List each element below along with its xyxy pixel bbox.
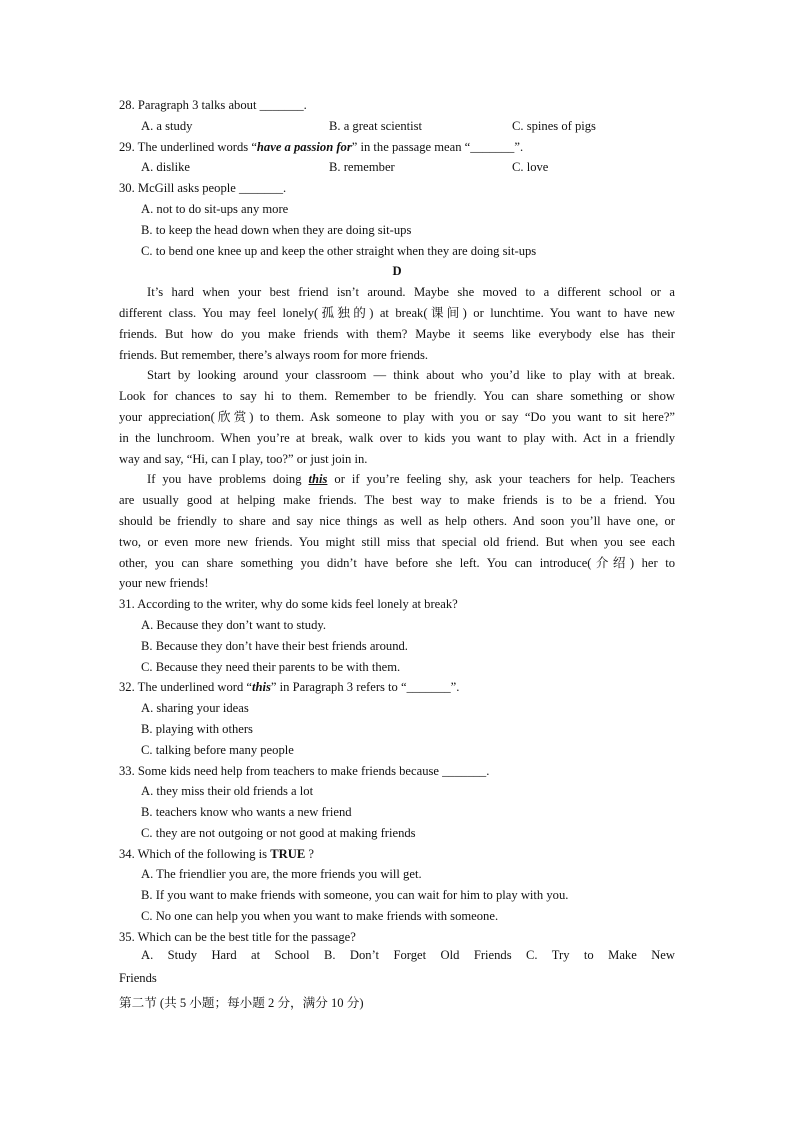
- p3-line: If you have problems doing this or if you’re feeling shy, ask your teachers for help. Teachers: [147, 472, 675, 487]
- p2-line: your appreciation(欣赏) to them. Ask someone to play with you or say “Do you want to sit here?”: [119, 409, 675, 424]
- q28-option-a: A. a study: [141, 118, 193, 133]
- q34-option-c: C. No one can help you when you want to make friends with someone.: [141, 909, 499, 924]
- q30-option-b: B. to keep the head down when they are doing sit-ups: [141, 222, 412, 237]
- q30-stem: 30. McGill asks people _______.: [119, 181, 287, 196]
- q33-stem: 33. Some kids need help from teachers to make friends because _______.: [119, 763, 490, 778]
- q30-option-c: C. to bend one knee up and keep the other straight when they are doing sit-ups: [141, 243, 537, 258]
- q32-option-c: C. talking before many people: [141, 742, 294, 757]
- q33-option-b: B. teachers know who wants a new friend: [141, 805, 352, 820]
- q33-option-a: A. they miss their old friends a lot: [141, 784, 314, 799]
- p2-line: in the lunchroom. When you’re at break, walk over to kids you want to play with. Act in a friendly: [119, 430, 675, 445]
- p1-line: It’s hard when your best friend isn’t around. Maybe she moved to a different school or a: [147, 285, 675, 300]
- q31-option-a: A. Because they don’t want to study.: [141, 617, 327, 632]
- exam-page: [119, 95, 675, 1014]
- p3-line: should be friendly to share and say nice things as well as help others. And soon you’ll have one, or: [119, 513, 675, 528]
- q34-option-b: B. If you want to make friends with someone, you can wait for him to play with you.: [141, 888, 569, 903]
- p2-line: Start by looking around your classroom — think about who you’d like to play with at break.: [147, 368, 675, 383]
- p1-line: different class. You may feel lonely(孤独的) at break(课间) or lunchtime. You want to have new: [119, 305, 675, 320]
- q34-true-word: TRUE: [270, 846, 306, 861]
- passage-paragraph-1: [119, 282, 675, 365]
- p2-line: Look for chances to say hi to them. Remember to be friendly. You can share something or show: [119, 389, 675, 404]
- passage-paragraph-3: [119, 469, 675, 594]
- section-d-heading: D: [392, 264, 402, 279]
- q35-stem: 35. Which can be the best title for the passage?: [119, 929, 356, 944]
- p3-line: your new friends!: [119, 576, 209, 591]
- q28-option-c: C. spines of pigs: [512, 118, 596, 133]
- q29-option-b: B. remember: [329, 160, 395, 175]
- p3-line: are usually good at helping make friends. The best way to make friends is to be a friend. You: [119, 493, 675, 508]
- q28-option-b: B. a great scientist: [329, 118, 423, 133]
- q29-stem: 29. The underlined words “have a passion for” in the passage mean “_______”.: [119, 139, 524, 154]
- q35-options: A. Study Hard at School B. Don’t Forget Old Friends C. Try to Make New: [141, 947, 675, 962]
- q32-stem: 32. The underlined word “this” in Paragraph 3 refers to “_______”.: [119, 680, 460, 695]
- p3-line: two, or even more new friends. You might still miss that special old friend. But when you see each: [119, 534, 675, 549]
- q29-underlined-words: have a passion for: [256, 139, 352, 154]
- q35-options-wrap: Friends: [119, 971, 157, 986]
- p1-line: friends. But remember, there’s always room for more friends.: [119, 347, 428, 362]
- q32-option-b: B. playing with others: [141, 721, 253, 736]
- q34-option-a: A. The friendlier you are, the more friends you will get.: [141, 867, 422, 882]
- q32-option-a: A. sharing your ideas: [141, 701, 249, 716]
- q29-option-a: A. dislike: [141, 160, 190, 175]
- q31-option-b: B. Because they don’t have their best friends around.: [141, 638, 408, 653]
- q32-underlined-word: this: [252, 680, 271, 695]
- passage-paragraph-2: [119, 365, 675, 469]
- q31-stem: 31. According to the writer, why do some kids feel lonely at break?: [119, 597, 458, 612]
- p1-line: friends. But how do you make friends with them? Maybe it seems like everybody else has their: [119, 326, 675, 341]
- q30-option-a: A. not to do sit-ups any more: [141, 201, 289, 216]
- p2-line: way and say, “Hi, can I play, too?” or just join in.: [119, 451, 368, 466]
- q33-option-c: C. they are not outgoing or not good at making friends: [141, 825, 416, 840]
- section-2-heading: 第二节 (共 5 小题；每小题 2 分，满分 10 分): [119, 996, 364, 1011]
- underlined-this: this: [308, 472, 328, 487]
- q28-options: [119, 116, 675, 137]
- q34-stem: 34. Which of the following is TRUE ?: [119, 846, 314, 861]
- q29-option-c: C. love: [512, 160, 549, 175]
- q28-stem: 28. Paragraph 3 talks about _______.: [119, 98, 307, 112]
- q31-option-c: C. Because they need their parents to be with them.: [141, 659, 401, 674]
- q29-options: [119, 157, 675, 178]
- p3-line: other, you can share something you didn’t have before she left. You can introduce(介绍) her to: [119, 555, 675, 570]
